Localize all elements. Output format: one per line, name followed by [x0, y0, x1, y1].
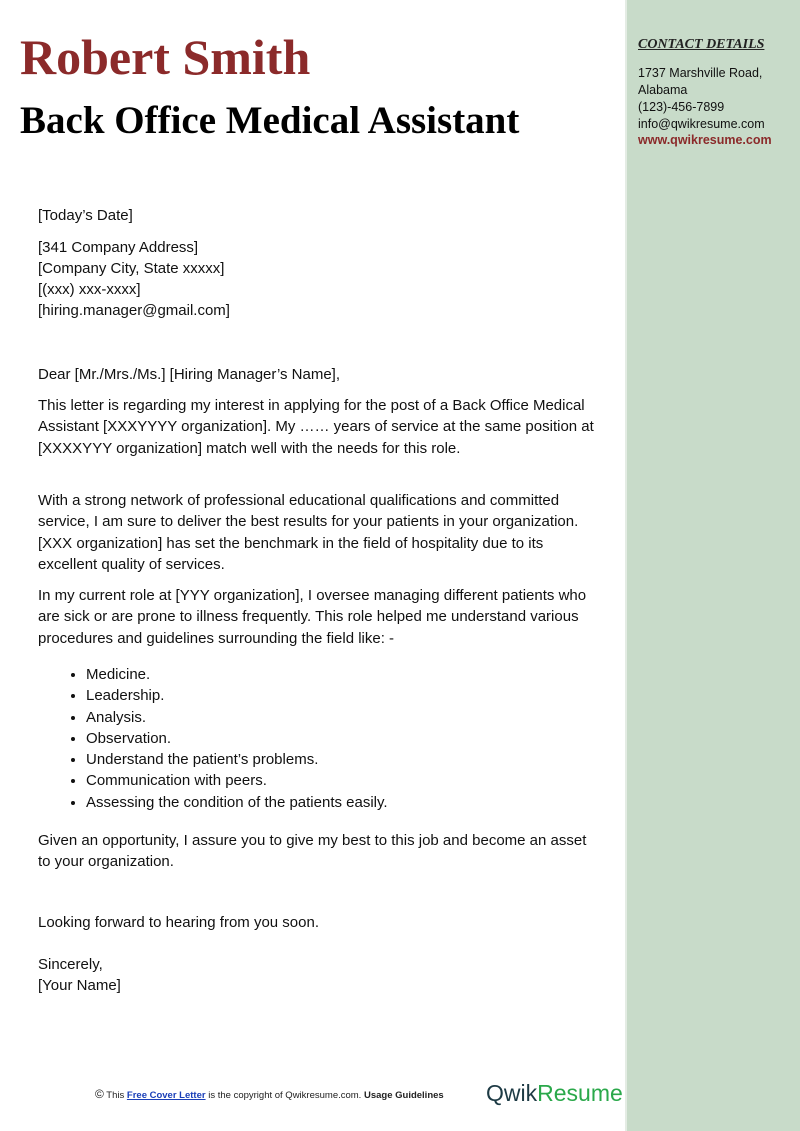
recipient-address-line: [341 Company Address] — [38, 239, 199, 256]
signature: [Your Name] — [38, 977, 121, 994]
job-title: Back Office Medical Assistant — [20, 99, 520, 142]
skills-list — [38, 664, 388, 813]
list-item: • Analysis. — [86, 707, 388, 728]
closing-paragraph: Given an opportunity, I assure you to give my best to this job and become an asset to your organization. — [38, 832, 587, 871]
recipient-address-line: [(xxx) xxx-xxxx] — [38, 281, 141, 298]
list-item: • Observation. — [86, 728, 388, 749]
footer-text: is the copyright of Qwikresume.com. — [205, 1090, 364, 1101]
usage-guidelines-link[interactable]: Usage Guidelines — [363, 1090, 444, 1101]
salutation: Dear [Mr./Mrs./Ms.] [Hiring Manager’s Name], — [38, 366, 341, 383]
body-paragraph: In my current role at [YYY organization], I oversee managing different patients who are sick or are prone to illness frequently. This role helped me understand various procedures and guidelines surrounding the field like: - — [38, 587, 587, 647]
body-paragraph: With a strong network of professional educational qualifications and committed service, I am sure to deliver the best results for your patients in your organization. [XXX organization] has set the benchmark in the field of hospitality due to its excellent quality of services. — [38, 492, 579, 573]
qwikresume-logo[interactable]: QwikResume — [486, 1080, 623, 1106]
list-item: • Medicine. — [86, 664, 388, 685]
contact-website[interactable]: www.qwikresume.com — [638, 133, 772, 147]
contact-email[interactable]: info@qwikresume.com — [638, 117, 765, 131]
looking-forward: Looking forward to hearing from you soon. — [38, 914, 319, 931]
contact-phone: (123)-456-7899 — [638, 100, 725, 114]
footer-copyright — [95, 1087, 444, 1101]
applicant-name: Robert Smith — [20, 29, 311, 85]
body-paragraph: This letter is regarding my interest in applying for the post of a Back Office Medical Assistant [XXXYYYY organization]. My …… years of service at the same position at [XXXXYYY organization] match well with the needs for this role. — [38, 397, 594, 457]
recipient-address-line: [Company City, State xxxxx] — [38, 260, 225, 277]
list-item: • Leadership. — [86, 685, 388, 706]
copyright-icon: © — [95, 1087, 104, 1101]
footer-text: This — [103, 1090, 127, 1101]
list-item: • Communication with peers. — [86, 770, 388, 791]
contact-address-line2: Alabama — [638, 83, 688, 97]
letter-date: [Today’s Date] — [38, 207, 133, 224]
contact-sidebar — [625, 0, 800, 1131]
contact-heading: CONTACT DETAILS — [638, 37, 765, 52]
list-item: • Assessing the condition of the patients easily. — [86, 792, 388, 813]
contact-address-line1: 1737 Marshville Road, — [638, 66, 763, 80]
free-cover-letter-link[interactable]: Free Cover Letter — [126, 1090, 206, 1101]
signoff: Sincerely, — [38, 956, 103, 973]
list-item: • Understand the patient’s problems. — [86, 749, 388, 770]
recipient-email: [hiring.manager@gmail.com] — [38, 302, 230, 319]
